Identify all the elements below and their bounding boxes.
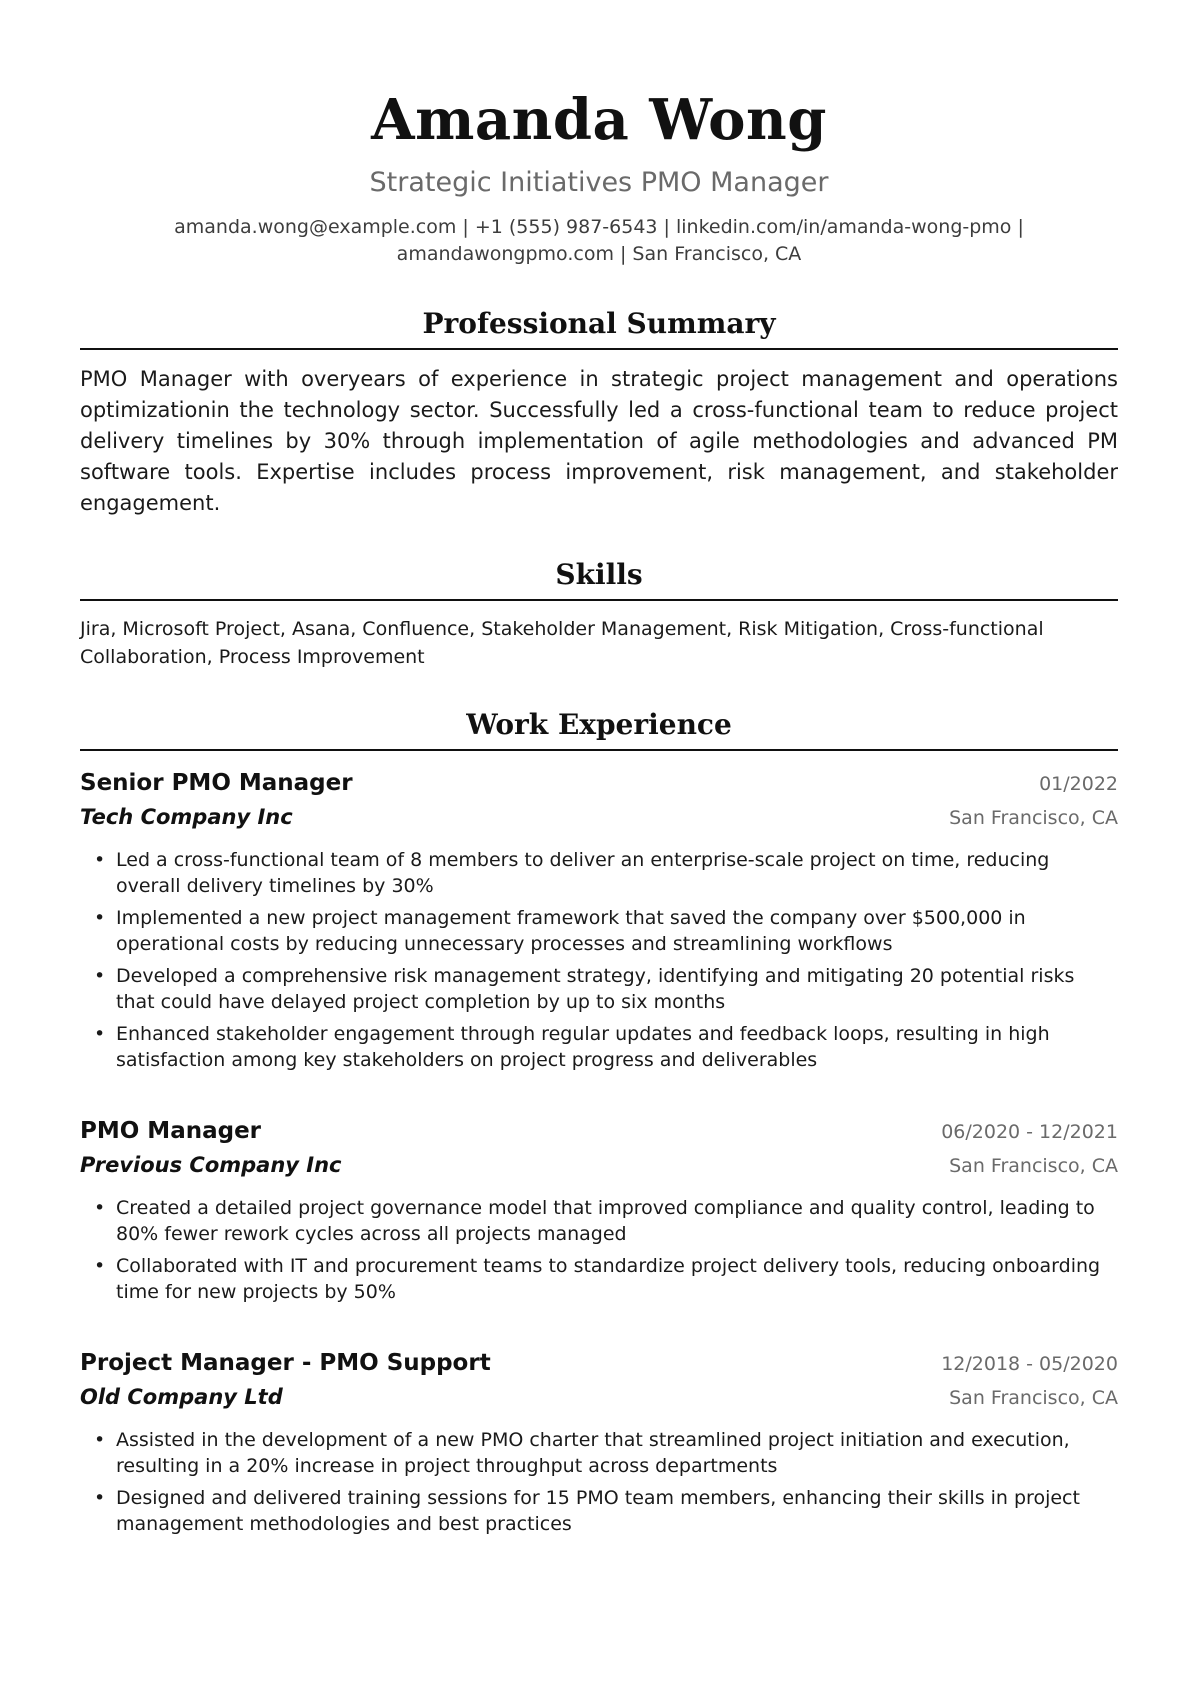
job-bullet (80, 1021, 1118, 1073)
bullet-text: Implemented a new project management framework that saved the company over $500,000 in operational costs by reducing unnecessary processes and streamlining workflows (116, 907, 1026, 955)
job-bullet (80, 1253, 1118, 1305)
job-title: Senior PMO Manager (80, 770, 353, 796)
job-bullet (80, 1427, 1118, 1479)
contact-line-2: amandawongpmo.com | San Francisco, CA (396, 243, 802, 265)
job-title: Project Manager - PMO Support (80, 1350, 491, 1376)
company-name: Previous Company Inc (80, 1153, 342, 1177)
bullet-text: Led a cross-functional team of 8 members to deliver an enterprise-scale project on time, reducing overall delivery timelines by 30% (116, 849, 1050, 897)
summary-text: PMO Manager with overyears of experience in strategic project management and operations optimizationin the technology sector. Successfully led a cross-functional team to reduce project delivery timelines by 30% through implementation of agile methodologies and advanced PM software tools. Expertise includes process improvement, risk management, and stakeholder engagement. (80, 367, 1118, 515)
summary-heading: Professional Summary (80, 306, 1118, 350)
job-bullet (80, 847, 1118, 899)
job-bullets (80, 1427, 1118, 1537)
job-bullet (80, 905, 1118, 957)
job-bullet (80, 963, 1118, 1015)
work-experience-heading: Work Experience (80, 707, 1118, 751)
resume-page (80, 0, 1118, 1543)
bullet-text: Enhanced stakeholder engagement through regular updates and feedback loops, resulting in high satisfaction among key stakeholders on project progress and deliverables (116, 1023, 1050, 1071)
job-date: 06/2020 - 12/2021 (941, 1121, 1118, 1143)
candidate-title: Strategic Initiatives PMO Manager (369, 167, 829, 198)
job-bullet (80, 1485, 1118, 1537)
contact-line-1: amanda.wong@example.com | +1 (555) 987-6543 | linkedin.com/in/amanda-wong-pmo | (174, 216, 1024, 238)
job-title: PMO Manager (80, 1118, 262, 1144)
company-name: Tech Company Inc (80, 805, 293, 829)
bullet-dot: • (94, 1487, 106, 1509)
job-location: San Francisco, CA (949, 807, 1118, 829)
job-entry (80, 1347, 1118, 1537)
bullet-text: Collaborated with IT and procurement teams to standardize project delivery tools, reducing onboarding time for new projects by 50% (116, 1255, 1101, 1303)
job-bullet (80, 1195, 1118, 1247)
work-experience-list (80, 767, 1118, 1537)
skills-text: Jira, Microsoft Project, Asana, Confluence, Stakeholder Management, Risk Mitigation, Cross-functional Collaboration, Process Improvement (80, 618, 1044, 668)
company-name: Old Company Ltd (80, 1385, 283, 1409)
job-bullets (80, 1195, 1118, 1305)
bullet-dot: • (94, 1197, 106, 1219)
contact-info (80, 214, 1118, 268)
bullet-text: Created a detailed project governance model that improved compliance and quality control, leading to 80% fewer rework cycles across all projects managed (116, 1197, 1095, 1245)
skills-heading: Skills (80, 557, 1118, 601)
bullet-text: Assisted in the development of a new PMO charter that streamlined project initiation and execution, resulting in a 20% increase in project throughput across departments (116, 1429, 1070, 1477)
job-date: 12/2018 - 05/2020 (941, 1353, 1118, 1375)
bullet-dot: • (94, 965, 106, 987)
bullet-dot: • (94, 907, 106, 929)
job-location: San Francisco, CA (949, 1387, 1118, 1409)
job-location: San Francisco, CA (949, 1155, 1118, 1177)
candidate-name: Amanda Wong (371, 87, 827, 153)
job-entry (80, 767, 1118, 1073)
bullet-dot: • (94, 1023, 106, 1045)
job-bullets (80, 847, 1118, 1073)
bullet-text: Designed and delivered training sessions for 15 PMO team members, enhancing their skills in project management methodologies and best practices (116, 1487, 1080, 1535)
bullet-dot: • (94, 849, 106, 871)
bullet-dot: • (94, 1429, 106, 1451)
job-date: 01/2022 (1039, 773, 1118, 795)
bullet-text: Developed a comprehensive risk management strategy, identifying and mitigating 20 potential risks that could have delayed project completion by up to six months (116, 965, 1075, 1013)
job-entry (80, 1115, 1118, 1305)
bullet-dot: • (94, 1255, 106, 1277)
